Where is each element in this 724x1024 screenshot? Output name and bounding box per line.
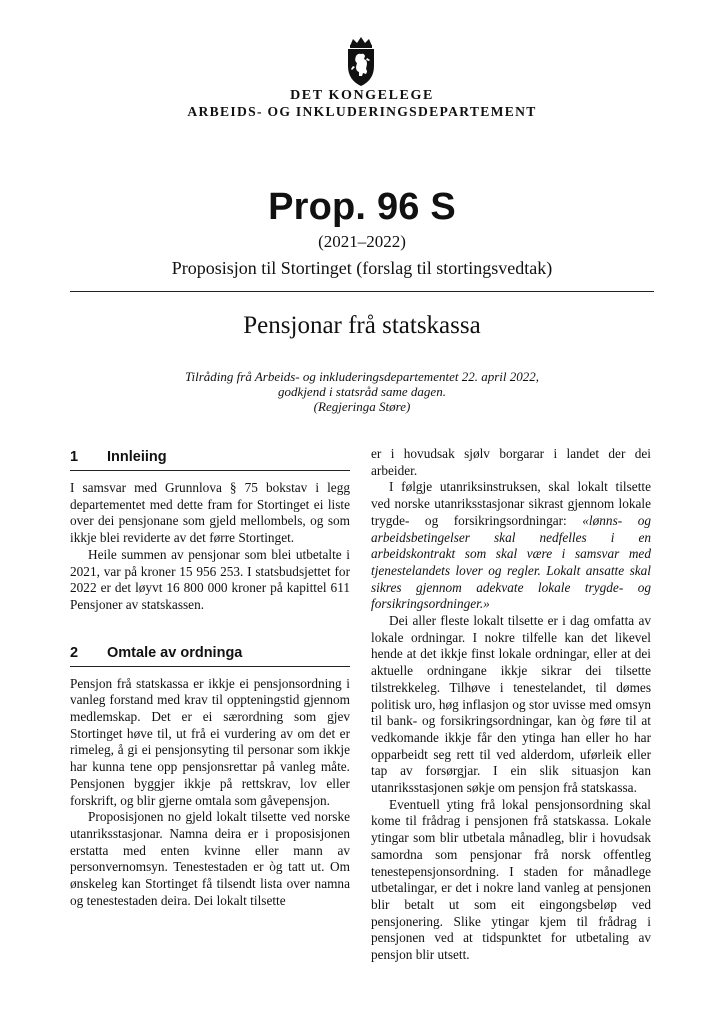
section-title: Innleiing <box>107 449 167 465</box>
section-title: Omtale av ordninga <box>107 644 243 661</box>
section-heading-2 <box>70 644 350 667</box>
approval-line-2: godkjend i statsråd same dagen. <box>278 384 446 399</box>
approval-line-1: Tilråding frå Arbeids- og inkluderingsdepartementet 22. april 2022, <box>184 369 539 384</box>
paragraph: er i hovudsak sjølv borgarar i landet der dei arbeider. <box>371 446 651 478</box>
department-name-line1: DET KONGELEGE <box>290 88 434 103</box>
left-column <box>70 446 350 909</box>
coat-of-arms-icon <box>336 36 386 88</box>
proposition-subtitle: Proposisjon til Stortinget (forslag til stortingsvedtak) <box>171 258 553 278</box>
paragraph: Dei aller fleste lokalt tilsette er i dag omfatta av lokale ordningar. I nokre tilfelle kan det likevel hende at det ikkje finst lokale ordningar, eller at dei aktuelle ordningane ikkje sikrar dei tilsette tilstrekkeleg. Tilhøve i tenestelandet, til dømes politisk uro, høg inflasjon og stor uvisse med omsyn til bank- og forsikringsordningar, kan òg føre til at vedkomande ikkje får den ytinga han eller ho har opparbeidt seg rett til ved alderdom, uførleik eller tap av forsørgjar. I ein slik situasjon kan utanriksstasjonen søkje om pensjon frå statskassa. <box>371 613 651 796</box>
instruction-quote: «lønns- og arbeidsbetingelser skal nedfelles i en arbeidskontrakt som skal være i samsvar med tjenestelandets lover og regler. Lokalt ansatte skal sikres gjennom adekvate lokale trygde- og forsikringsordninger.» <box>371 512 651 612</box>
department-name-line2: ARBEIDS- OG INKLUDERINGSDEPARTEMENT <box>187 104 537 119</box>
section-number: 2 <box>70 644 79 661</box>
paragraph: Eventuell yting frå lokal pensjonsordning skal kome til frådrag i pensjonen frå statskassa. Lokale ytingar som blir utbetala månadleg, blir i hovudsak samordna som pensjonar frå norsk offentleg tenestepensjonsordning. I staden for månadlege utbetalingar, er det i nokre land vanleg at pensjonen blir betalt ut som eit eingongsbeløp ved pensjonering. Slike ytingar kjem til frådrag i pensjonen ved at tidspunktet for utbetaling av pensjon blir utsett. <box>371 796 651 963</box>
approval-line-3: (Regjeringa Støre) <box>313 399 411 414</box>
document-title: Pensjonar frå statskassa <box>243 312 481 339</box>
paragraph: Heile summen av pensjonar som blei utbetalte i 2021, var på kroner 15 956 253. I statsbudsjettet for 2022 er det løyvt 16 800 000 kroner på kapittel 611 Pensjoner av statskassen. <box>70 546 350 612</box>
paragraph: Proposisjonen no gjeld lokalt tilsette ved norske utanriksstasjonar. Namna deira er i proposisjonen erstatta med enten kvinne eller mann av personvernomsyn. Tenestestaden er òg tatt ut. Om ønskeleg kan Stortinget få tilsendt lista over namna og tenestestaden deira. Dei lokalt tilsette <box>70 809 350 908</box>
section-heading-1 <box>70 448 350 471</box>
session-years: (2021–2022) <box>318 232 406 251</box>
right-column <box>371 446 651 964</box>
title-divider <box>70 291 654 292</box>
paragraph: Pensjon frå statskassa er ikkje ei pensjonsordning i vanleg forstand med krav til oppteningstid gjennom medlemskap. Det er ei særordning som gjev Stortinget høve til, ut frå ei vurdering av om det er rimeleg, å gi ei pensjonsyting til personar som ikkje har kunna tene opp pensjonsrettar på vanleg måte. Pensjonen byggjer ikkje på rettskrav, lov eller forskrift, og blir gjerne omtala som gåvepensjon. <box>70 675 350 808</box>
paragraph: I samsvar med Grunnlova § 75 bokstav i legg departementet med dette fram for Stortinget ei liste over dei pensjonane som gjeld mellombels, og som ikkje blei reviderte av det førre Stortinget. <box>70 480 350 546</box>
paragraph <box>371 479 651 613</box>
approval-note <box>0 369 724 414</box>
proposition-number: Prop. 96 S <box>268 186 456 228</box>
section-number: 1 <box>70 449 79 465</box>
paragraph-text: I følgje utanriksinstruksen, skal lokalt tilsette ved norske utanriksstasjonar sikrast gjennom lokale trygde- og forsikringsordningar: <box>371 479 651 528</box>
